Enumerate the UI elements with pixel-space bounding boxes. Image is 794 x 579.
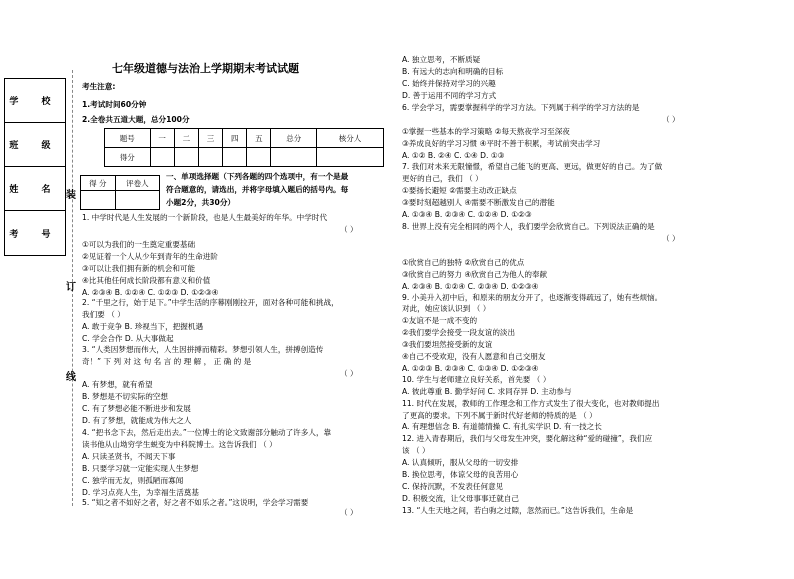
page-title: 七年级道德与法治上学期期末考试试题 xyxy=(112,62,299,75)
question-line: ③欣赏自己的努力 ④欣赏自己为他人的奉献 xyxy=(402,270,548,279)
question-line: 5. “知之者不如好之者，好之者不如乐之者。”这说明，学会学习需要 xyxy=(82,498,309,507)
question-line: D. 积极交流，让父母事事迁就自己 xyxy=(402,494,519,503)
question-line: 我们要 （ ） xyxy=(82,310,125,319)
section-heading: 符合题意的，请选出，并将字母填入题后的括号内。每 xyxy=(166,185,349,194)
question-line: ①要扬长避短 ②需要主动改正缺点 xyxy=(402,186,517,195)
question-line: A. 只读圣贤书，不闻天下事 xyxy=(82,452,176,461)
question-line: D. 学习点亮人生，为幸福生活奠基 xyxy=(82,488,199,497)
question-line: B. 梦想是不切实际的空想 xyxy=(82,392,168,401)
question-line: 更好的自己，我们 （ ） xyxy=(402,174,483,183)
score-row-label: 得分 xyxy=(105,148,151,167)
question-line: D. 善于运用不同的学习方式 xyxy=(402,91,497,100)
score-cell[interactable] xyxy=(317,148,384,167)
question-line: （ ） xyxy=(662,115,680,124)
question-line: A. 独立思考，不断质疑 xyxy=(402,55,481,64)
question-line: C. 独学而无友，则孤陋而寡闻 xyxy=(82,476,184,485)
grader-score-label: 得 分 xyxy=(81,176,116,191)
question-line: 9. 小美升入初中后，和原来的朋友分开了，也逐渐变得疏远了，她有些烦恼。 xyxy=(402,293,663,302)
question-line: A. ①③④ B. ②③④ C. ①②④ D. ①②③ xyxy=(402,210,532,219)
question-line: C. 有了梦想必能不断进步和发展 xyxy=(82,404,191,413)
question-line: ④比其他任何成长阶段都有意义和价值 xyxy=(82,276,211,285)
question-line: ①友谊不是一成不变的 xyxy=(402,316,478,325)
question-line: 10. 学生与老师建立良好关系，首先要 （ ） xyxy=(402,375,551,384)
question-line: ①掌握一些基本的学习策略 ②每天熬夜学习至深夜 xyxy=(402,127,570,136)
question-line: C. 保持沉默，不发表任何意见 xyxy=(402,482,504,491)
binding-char-ding: 订 xyxy=(66,282,76,293)
notice-heading: 考生注意: xyxy=(82,82,116,91)
question-line: A. 敢于竞争 B. 珍视当下，把握机遇 xyxy=(82,322,204,331)
question-line: C. 学会合作 D. 从大事做起 xyxy=(82,334,174,343)
question-line: B. 有远大的志向和明确的目标 xyxy=(402,67,504,76)
question-line: （ ） xyxy=(340,225,358,234)
question-line: ①欣赏自己的独特 ②欣赏自己的优点 xyxy=(402,258,525,267)
question-line: ③要时刻超越别人 ④需要不断激发自己的潜能 xyxy=(402,198,555,207)
question-line: （ ） xyxy=(662,234,680,243)
question-line: 1. 中学时代是人生发展的一个新阶段，也是人生最美好的年华。中学时代 xyxy=(82,213,328,222)
question-line: 7. 我们对未来无限憧憬，希望自己能飞的更高、更远，做更好的自己。为了做 xyxy=(402,162,663,171)
exam-number-field[interactable]: 考 号 xyxy=(9,229,61,240)
grader-name-cell[interactable] xyxy=(115,191,159,210)
question-line: 2. “千里之行，始于足下。”中学生活的序幕刚刚拉开，面对各种可能和挑战， xyxy=(82,298,339,307)
question-line: A. 认真倾听，服从父母的一切安排 xyxy=(402,458,519,467)
question-line: 奇！” 下 列 对 这 句 名 言 的 理 解 ， 正 确 的 是 xyxy=(82,357,252,366)
question-line: B. 换位思考，体谅父母的良苦用心 xyxy=(402,470,519,479)
question-line: A. ②③④ B. ①②④ C. ②③④ D. ①②③④ xyxy=(402,282,539,291)
question-line: C. 始终并保持对学习的兴趣 xyxy=(402,79,496,88)
class-field[interactable]: 班 级 xyxy=(5,123,65,167)
score-table xyxy=(104,128,384,167)
name-field[interactable]: 姓 名 xyxy=(5,167,65,211)
notice-item: 2.全卷共五道大题，总分100分 xyxy=(82,115,190,124)
question-line: A. ②③④ B. ①②④ C. ①②③ D. ①②③④ xyxy=(82,288,219,297)
question-line: A. ①② B. ②④ C. ①④ D. ①③ xyxy=(402,151,505,160)
question-line: A. 彼此尊重 B. 勤学好问 C. 求同存异 D. 主动参与 xyxy=(402,387,572,396)
score-header: 题号 xyxy=(105,129,151,148)
question-line: ④自己不受欢迎，没有人愿意和自己交朋友 xyxy=(402,352,546,361)
score-cell[interactable] xyxy=(150,148,174,167)
question-line: ③我们要坦然接受新的友谊 xyxy=(402,340,493,349)
score-header: 总分 xyxy=(271,129,317,148)
question-line: ③养成良好的学习习惯 ④平时不善于积累，考试前突击学习 xyxy=(402,139,601,148)
question-line: ②我们要学会接受一段友谊的淡出 xyxy=(402,328,516,337)
score-cell[interactable] xyxy=(247,148,271,167)
question-line: 了更高的要求。下列不属于新时代好老师的特质的是 （ ） xyxy=(402,411,597,420)
question-line: 12. 进入青春期后，我们与父母发生冲突，要化解这种“爱的碰撞”，我们应 xyxy=(402,434,653,443)
school-field[interactable]: 学 校 xyxy=(5,79,65,123)
question-line: 3. “人类因梦想而伟大，人生因拼搏而精彩。梦想引领人生，拼搏创造传 xyxy=(82,345,324,354)
question-line: （ ） xyxy=(340,369,358,378)
question-line: A. 有理想信念 B. 有道德情操 C. 有扎实学识 D. 有一技之长 xyxy=(402,422,602,431)
question-line: 4. “把书念下去，然后走出去。”一位博士的论文致谢部分触动了许多人，靠 xyxy=(82,428,332,437)
score-header: 五 xyxy=(247,129,271,148)
section-heading: 小题2分，共30分） xyxy=(166,198,236,207)
score-header: 四 xyxy=(223,129,247,148)
score-header: 二 xyxy=(174,129,198,148)
grader-name-label: 评卷人 xyxy=(115,176,159,191)
binding-char-xian: 线 xyxy=(66,372,76,383)
question-line: 读书他从山坳穷学生蜕变为中科院博士。这告诉我们 （ ） xyxy=(82,440,277,449)
question-line: A. 有梦想，就有希望 xyxy=(82,380,153,389)
question-line: 13. “人生天地之间，若白驹之过隙，忽然而已。”这告诉我们，生命是 xyxy=(402,506,634,515)
question-line: 该 （ ） xyxy=(402,446,430,455)
question-line: 对此，她应该认识到 （ ） xyxy=(402,304,491,313)
score-header: 核分人 xyxy=(317,129,384,148)
question-line: 8. 世界上没有完全相同的两个人，我们要学会欣赏自己。下列说法正确的是 xyxy=(402,222,655,231)
question-line: （ ） xyxy=(340,508,358,517)
question-line: A. ①②③ B. ②③④ C. ①③④ D. ①②③④ xyxy=(402,364,539,373)
question-line: ①可以为我们的一生奠定重要基础 xyxy=(82,240,196,249)
grader-box xyxy=(80,175,160,210)
score-header: 一 xyxy=(150,129,174,148)
binding-char-zhuang: 装 xyxy=(66,190,76,201)
score-cell[interactable] xyxy=(271,148,317,167)
question-line: 11. 时代在发展，教师的工作理念和工作方式发生了很大变化，也对教师提出 xyxy=(402,399,660,408)
section-heading: 一、单项选择题（下列各题的四个选项中，有一个是最 xyxy=(166,172,349,181)
question-line: ②见证着一个人从少年到青年的生命进阶 xyxy=(82,252,218,261)
question-line: 6. 学会学习，需要掌握科学的学习方法。下列属于科学的学习方法的是 xyxy=(402,103,640,112)
score-cell[interactable] xyxy=(174,148,198,167)
notice-item: 1.考试时间60分钟 xyxy=(82,100,147,109)
score-cell[interactable] xyxy=(198,148,222,167)
question-line: ③可以让我们拥有新的机会和可能 xyxy=(82,264,196,273)
question-line: B. 只要学习就一定能实现人生梦想 xyxy=(82,464,199,473)
grader-score-cell[interactable] xyxy=(81,191,116,210)
score-cell[interactable] xyxy=(223,148,247,167)
score-header: 三 xyxy=(198,129,222,148)
student-info-table xyxy=(4,78,66,256)
question-line: D. 有了梦想，就能成为伟大之人 xyxy=(82,416,192,425)
